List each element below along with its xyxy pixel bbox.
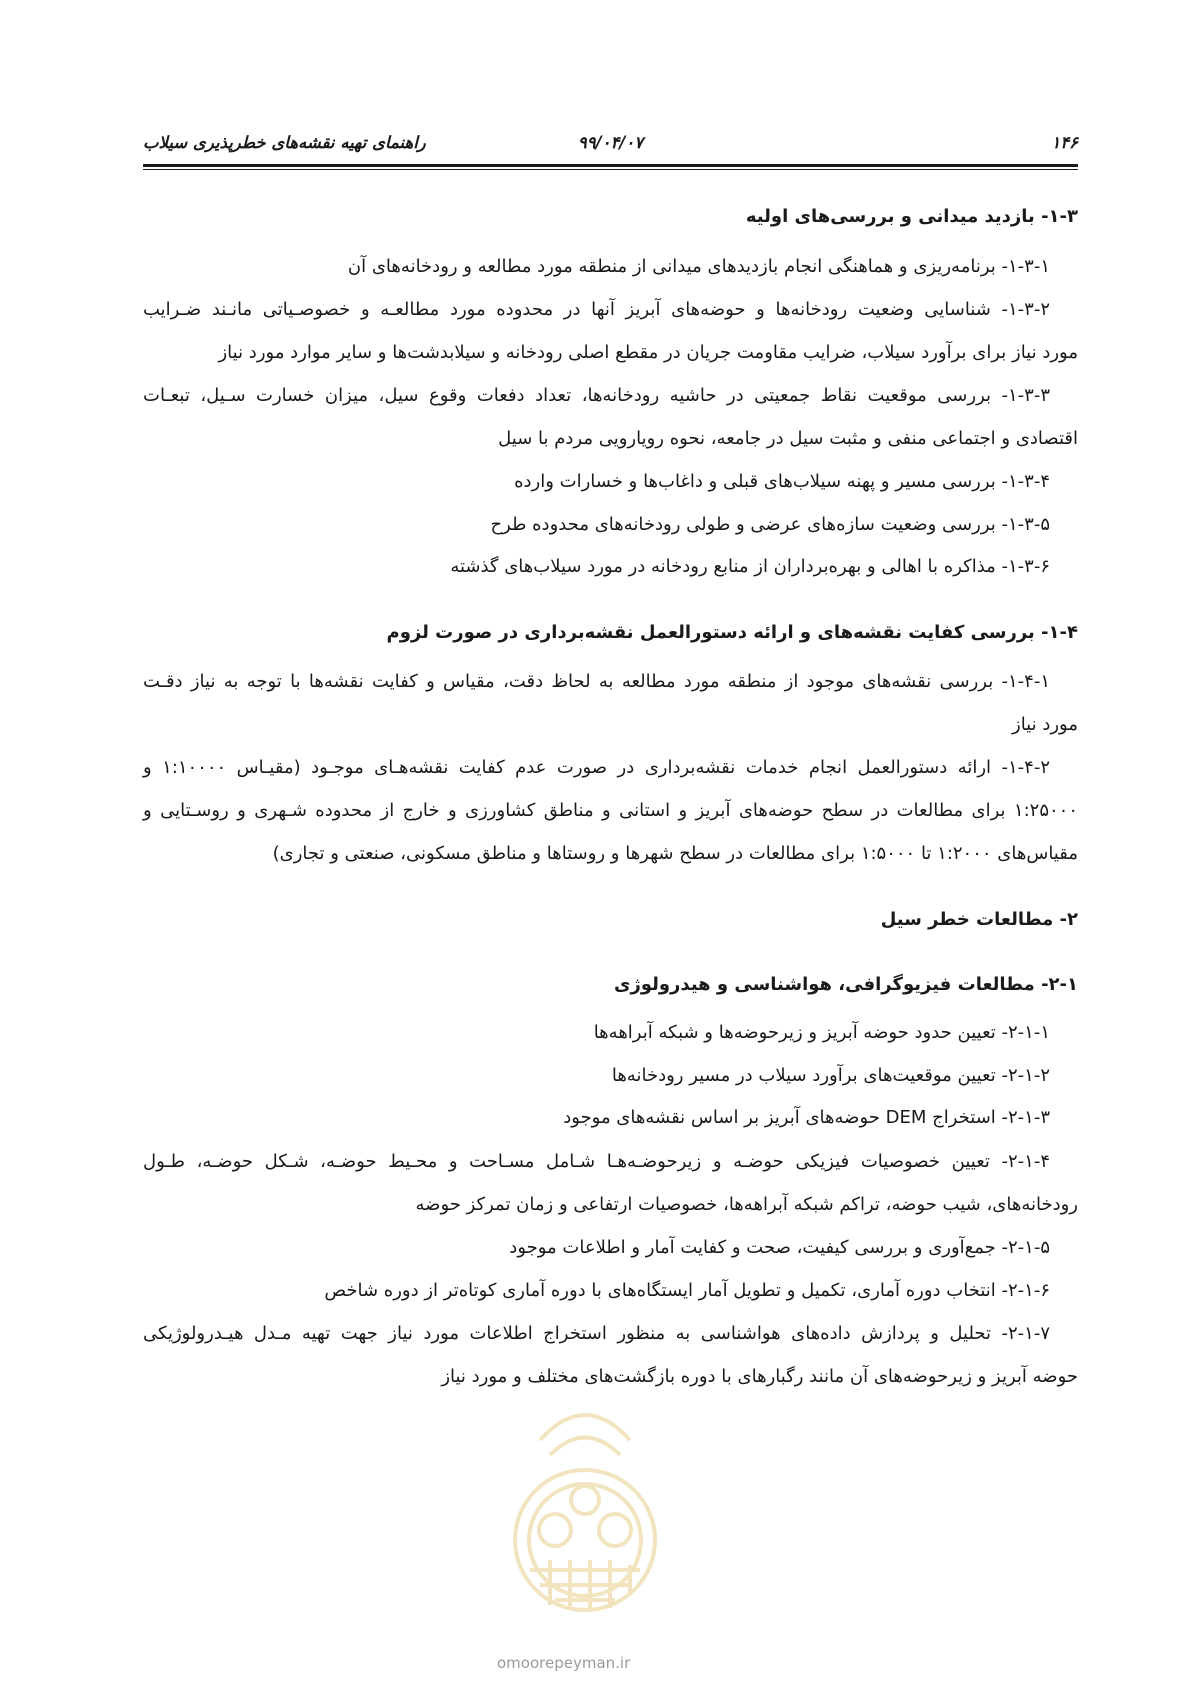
item-2-1-7-line2: حوضه آبریز و زیرحوضه‌های آن مانند رگبارهای با دوره بازگشت‌های مختلف و مورد نیاز <box>441 1366 1078 1387</box>
header-divider-thin <box>143 169 1078 170</box>
item-1-3-3-line2: اقتصادی و اجتماعی منفی و مثبت سیل در جامعه، نحوه رویارویی مردم با سیل <box>498 428 1078 449</box>
item-2-1-6: ۲-۱-۶- انتخاب دوره آماری، تکمیل و تطویل آمار ایستگاه‌های با دوره آماری کوتاه‌تر از دوره شاخص <box>324 1280 1050 1301</box>
header-date: ۹۹/۰۴/۰۷ <box>577 133 644 152</box>
page-header <box>143 128 1078 158</box>
header-divider <box>143 164 1078 167</box>
watermark-url: omoorepeyman.ir <box>497 1654 631 1672</box>
item-1-4-1-line2: مورد نیاز <box>1012 714 1078 735</box>
section-heading-2: ۲- مطالعات خطر سیل <box>880 909 1078 930</box>
item-1-4-2-line1: ۱-۴-۲- ارائه دستورالعمل انجام خدمات نقشه‌برداری در صورت عدم کفایت نقشه‌هـای موجـود (مقیـاس ۱:۱۰۰۰۰ و <box>143 757 1051 778</box>
section-heading-1-3: ۱-۳- بازدید میدانی و بررسی‌های اولیه <box>745 206 1078 227</box>
item-1-3-1: ۱-۳-۱- برنامه‌ریزی و هماهنگی انجام بازدیدهای میدانی از منطقه مورد مطالعه و رودخانه‌های آن <box>347 256 1050 277</box>
section-heading-1-4: ۱-۴- بررسی کفایت نقشه‌های و ارائه دستورالعمل نقشه‌برداری در صورت لزوم <box>386 622 1078 643</box>
header-book-title: راهنمای تهیه نقشه‌های خطرپذیری سیلاب <box>143 133 426 152</box>
section-heading-2-1: ۲-۱- مطالعات فیزیوگرافی، هواشناسی و هیدرولوژی <box>613 974 1078 995</box>
item-1-3-4: ۱-۳-۴- بررسی مسیر و پهنه سیلاب‌های قبلی و داغاب‌ها و خسارات وارده <box>514 471 1050 492</box>
item-1-3-2-line1: ۱-۳-۲- شناسایی وضعیت رودخانه‌ها و حوضه‌های آبریز آنها در محدوده مورد مطالعـه و خصوصـیاتی مانـند ضـرایب <box>143 299 1050 320</box>
item-1-3-3-line1: ۱-۳-۳- بررسی موقعیت نقاط جمعیتی در حاشیه رودخانه‌ها، تعداد دفعات وقوع سیل، میزان خسارت سـیل، تبعـات <box>143 385 1050 406</box>
page-number: ۱۴۶ <box>1051 133 1078 152</box>
item-2-1-4-line1: ۲-۱-۴- تعیین خصوصیات فیزیکی حوضـه و زیرحوضـه‌هـا شـامل مسـاحت و محـیط حوضـه، شـکل حوضـه، طـول <box>143 1151 1050 1172</box>
item-2-1-5: ۲-۱-۵- جمع‌آوری و بررسی کیفیت، صحت و کفایت آمار و اطلاعات موجود <box>509 1237 1050 1258</box>
item-1-3-6: ۱-۳-۶- مذاکره با اهالی و بهره‌برداران از منابع رودخانه در مورد سیلاب‌های گذشته <box>450 556 1050 577</box>
watermark-logo-icon <box>480 1370 690 1630</box>
item-1-4-2-line2: ۱:۲۵۰۰۰ برای مطالعات در سطح حوضه‌های آبریز و استانی و مناطق کشاورزی و خارج از محدوده شـهری و روسـتایی و <box>143 800 1078 821</box>
item-1-3-2-line2: مورد نیاز برای برآورد سیلاب، ضرایب مقاومت جریان در مقطع اصلی رودخانه و سیلابدشت‌ها و سایر موارد مورد نیاز <box>218 342 1078 363</box>
item-2-1-1: ۲-۱-۱- تعیین حدود حوضه آبریز و زیرحوضه‌ها و شبکه آبراهه‌ها <box>593 1022 1050 1043</box>
item-2-1-3: ۲-۱-۳- استخراج DEM حوضه‌های آبریز بر اساس نقشه‌های موجود <box>563 1107 1050 1128</box>
item-2-1-4-line2: رودخانه‌های، شیب حوضه، تراکم شبکه آبراهه‌ها، خصوصیات ارتفاعی و زمان تمرکز حوضه <box>415 1194 1078 1215</box>
item-1-4-1-line1: ۱-۴-۱- بررسی نقشه‌های موجود از منطقه مورد مطالعه به لحاظ دقت، مقیاس و کفایت نقشه‌ها با توجه به نیاز دقـت <box>143 671 1050 692</box>
item-1-4-2-line3: مقیاس‌های ۱:۲۰۰۰ تا ۱:۵۰۰۰ برای مطالعات در سطح شهرها و روستاها و مناطق مسکونی، صنعتی و تجاری) <box>272 843 1078 864</box>
item-1-3-5: ۱-۳-۵- بررسی وضعیت سازه‌های عرضی و طولی رودخانه‌های محدوده طرح <box>490 514 1050 535</box>
item-2-1-2: ۲-۱-۲- تعیین موقعیت‌های برآورد سیلاب در مسیر رودخانه‌ها <box>611 1065 1050 1086</box>
item-2-1-7-line1: ۲-۱-۷- تحلیل و پردازش داده‌های هواشناسی به منظور استخراج اطلاعات مورد نیاز جهت تهیه مـدل هیـدرولوژیکی <box>143 1323 1050 1344</box>
